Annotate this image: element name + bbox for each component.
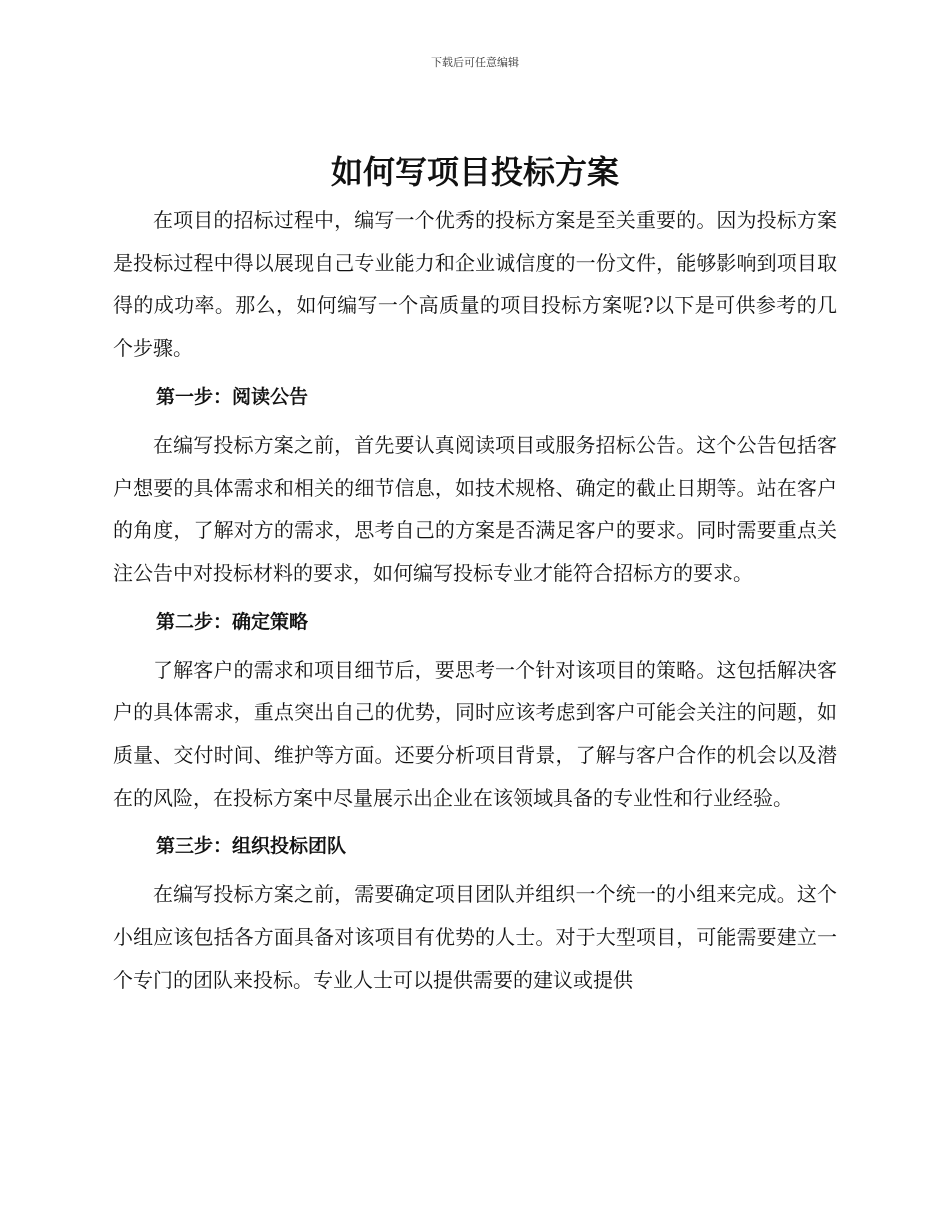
- step-3-paragraph: 在编写投标方案之前，需要确定项目团队并组织一个统一的小组来完成。这个小组应该包括各方面具备对该项目有优势的人士。对于大型项目，可能需要建立一个专门的团队来投标。专业人士可以提供需要的建议或提供: [113, 882, 837, 992]
- step-1-paragraph: 在编写投标方案之前，首先要认真阅读项目或服务招标公告。这个公告包括客户想要的具体需求和相关的细节信息，如技术规格、确定的截止日期等。站在客户的角度，了解对方的需求，思考自己的方案是否满足客户的要求。同时需要重点关注公告中对投标材料的要求，如何编写投标专业才能符合招标方的要求。: [113, 432, 837, 585]
- page-header-note: 下载后可任意编辑: [431, 56, 519, 69]
- step-1-heading: 第一步：阅读公告: [156, 385, 309, 408]
- document-body: [113, 199, 837, 1002]
- step-2-heading: 第二步：确定策略: [156, 610, 309, 633]
- intro-paragraph: 在项目的招标过程中，编写一个优秀的投标方案是至关重要的。因为投标方案是投标过程中得以展现自己专业能力和企业诚信度的一份文件，能够影响到项目取得的成功率。那么，如何编写一个高质量的项目投标方案呢?以下是可供参考的几个步骤。: [113, 208, 837, 361]
- step-2-paragraph: 了解客户的需求和项目细节后，要思考一个针对该项目的策略。这包括解决客户的具体需求，重点突出自己的优势，同时应该考虑到客户可能会关注的问题，如质量、交付时间、维护等方面。还要分析项目背景，了解与客户合作的机会以及潜在的风险，在投标方案中尽量展示出企业在该领域具备的专业性和行业经验。: [113, 657, 837, 810]
- step-3-heading: 第三步：组织投标团队: [156, 835, 347, 858]
- document-title: 如何写项目投标方案: [330, 153, 619, 191]
